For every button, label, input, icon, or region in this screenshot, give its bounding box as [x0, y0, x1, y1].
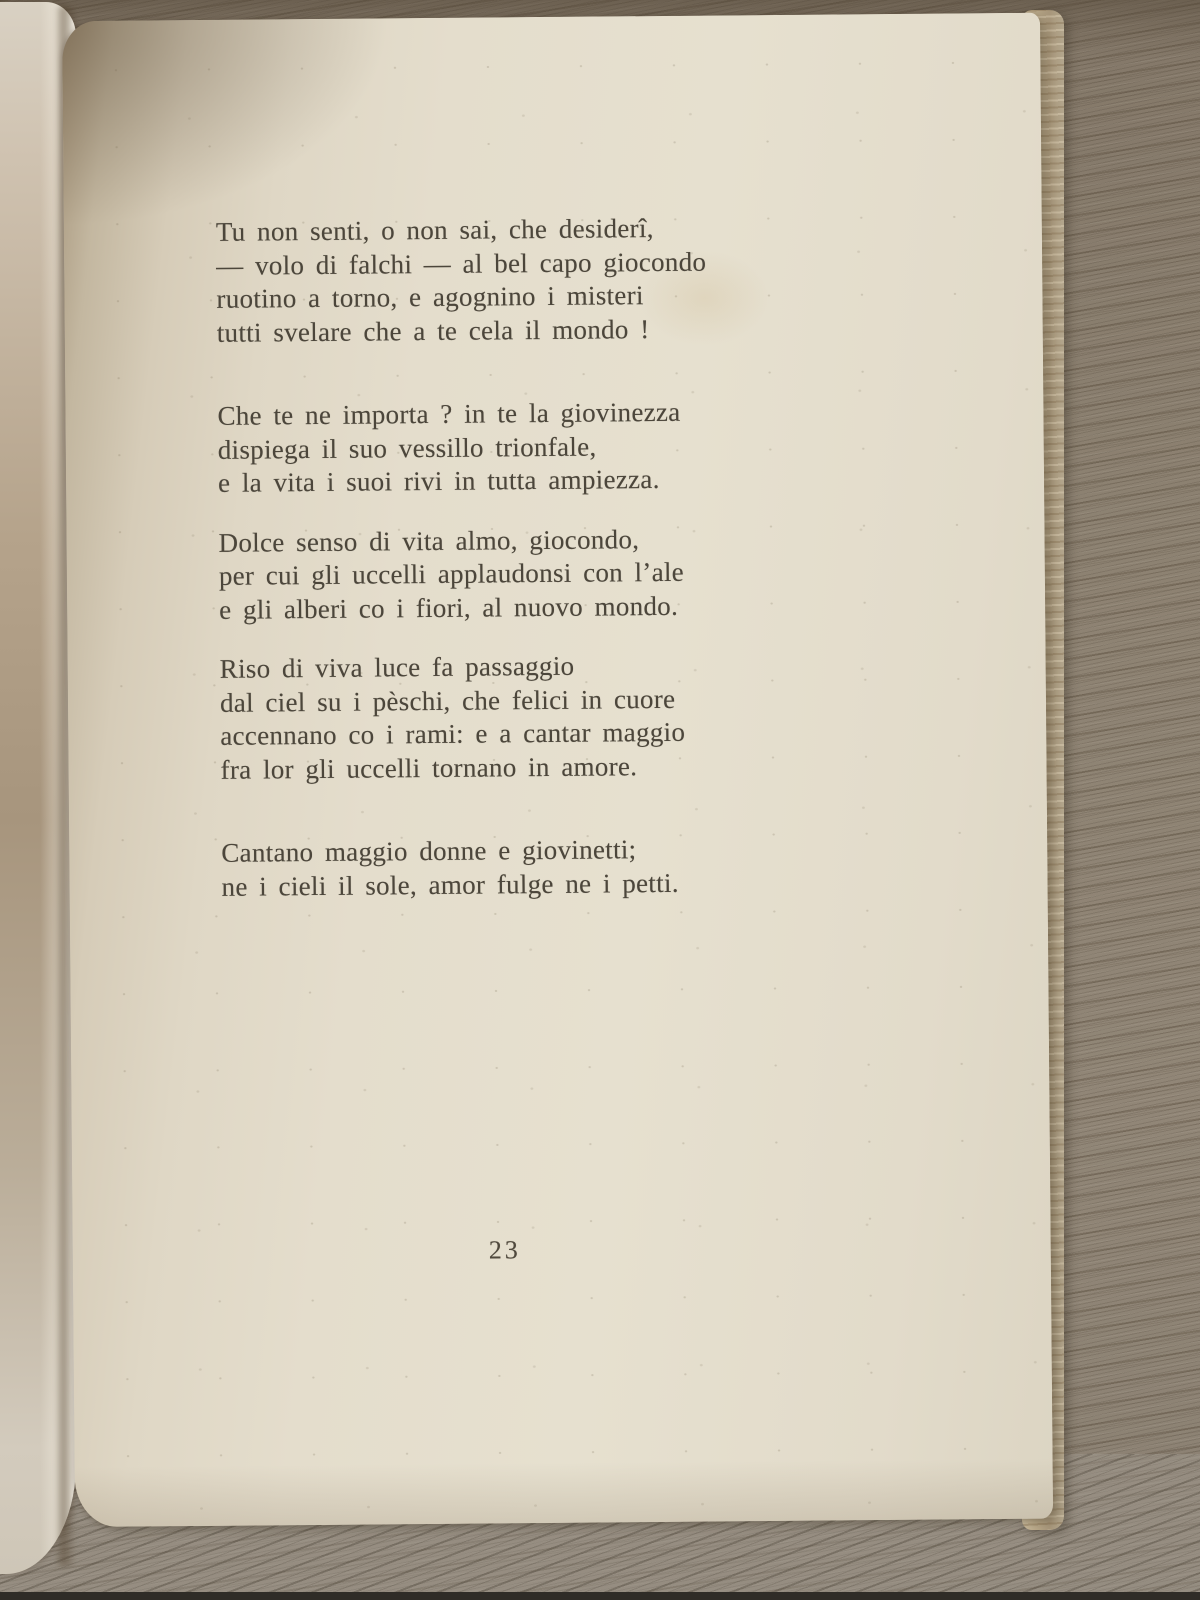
poem-stanza — [221, 833, 712, 904]
poem — [216, 212, 712, 904]
poem-line: per cui gli uccelli applaudonsi con l’ale — [218, 556, 685, 591]
poem-line: dal ciel su i pèschi, che felici in cuore — [219, 683, 676, 718]
poem-line: accennano co i rami: e a cantar maggio — [220, 716, 686, 751]
poem-line: e la vita i suoi rivi in tutta ampiezza. — [217, 463, 660, 498]
poem-stanza — [216, 212, 707, 350]
poem-line: dispiega il suo vessillo trionfale, — [217, 431, 597, 465]
book-page — [62, 13, 1053, 1527]
poem-line: ruotino a torno, e agognino i misteri — [216, 280, 644, 314]
page-number: 23 — [488, 1235, 521, 1265]
poem-line: tutti svelare che a te cela il mondo ! — [216, 313, 650, 348]
poem-line: fra lor gli uccelli tornano in amore. — [220, 750, 638, 785]
poem-line: — volo di falchi — al bel capo giocondo — [216, 246, 707, 281]
poem-line: Tu non senti, o non sai, che desiderî, — [215, 213, 654, 247]
poem-stanza — [220, 649, 711, 787]
poem-stanza — [217, 396, 708, 501]
poem-line: ne i cieli il sole, amor fulge ne i petti. — [221, 867, 679, 902]
poem-line: e gli alberi co i fiori, al nuovo mondo. — [219, 590, 679, 625]
poem-line: Cantano maggio donne e giovinetti; — [221, 834, 637, 868]
poem-stanza — [218, 522, 709, 627]
poem-line: Riso di viva luce fa passaggio — [219, 650, 575, 684]
poem-line: Che te ne importa ? in te la giovinezza — [217, 396, 681, 431]
photo-dark-edge — [0, 1592, 1200, 1600]
poem-line: Dolce senso di vita almo, giocondo, — [218, 523, 640, 558]
